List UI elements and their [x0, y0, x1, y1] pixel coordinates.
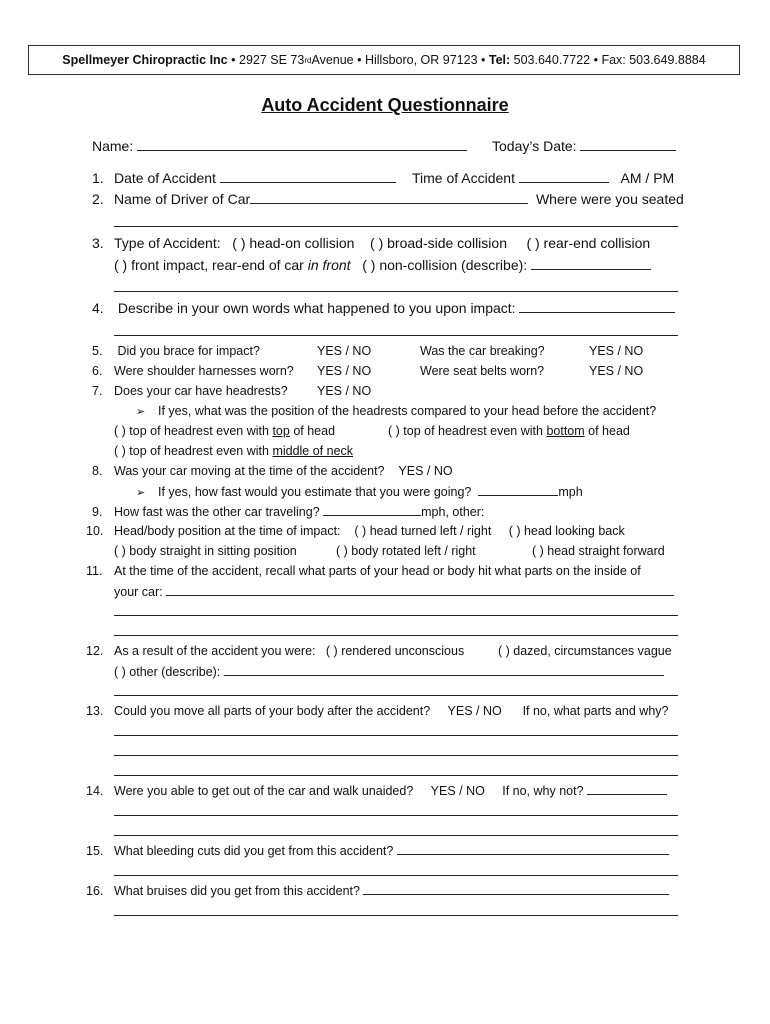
- q11-line-2: [114, 583, 674, 600]
- q7-number: 7.: [92, 384, 103, 398]
- tel-number: 503.640.7722: [513, 53, 591, 67]
- q12-number: 12.: [86, 644, 104, 658]
- option-other[interactable]: ( ) other (describe):: [114, 665, 221, 679]
- q13-answer-line-1[interactable]: [114, 735, 678, 736]
- q13-number: 13.: [86, 704, 104, 718]
- q8-unit: mph: [558, 485, 583, 499]
- q7-option-top[interactable]: [114, 423, 335, 439]
- q4-answer-line[interactable]: [114, 335, 678, 336]
- q10-number: 10.: [86, 524, 104, 538]
- question-13: [86, 703, 668, 719]
- question-15: [86, 842, 669, 859]
- q8-sub-label: If yes, how fast would you estimate that you were going?: [158, 485, 472, 499]
- option-dazed[interactable]: ( ) dazed, circumstances vague: [498, 644, 672, 658]
- name-row: [92, 138, 467, 154]
- practice-header: [28, 45, 740, 75]
- address-superscript: rd: [304, 55, 312, 65]
- question-8: [92, 463, 453, 479]
- option-head-on[interactable]: ( ) head-on collision: [232, 235, 355, 251]
- question-1: [92, 170, 396, 186]
- q15-number: 15.: [86, 844, 104, 858]
- option-head-looking-back[interactable]: ( ) head looking back: [508, 524, 625, 538]
- option-head-straight[interactable]: ( ) head straight forward: [532, 544, 665, 558]
- q16-label: What bruises did you get from this accident?: [114, 884, 360, 898]
- q13-yes-no[interactable]: YES / NO: [447, 704, 502, 718]
- q8-yes-no[interactable]: YES / NO: [398, 464, 453, 478]
- q14-answer-line-2[interactable]: [114, 835, 678, 836]
- option-head-turned[interactable]: ( ) head turned left / right: [354, 524, 492, 538]
- q3-label: Type of Accident:: [114, 235, 221, 251]
- date-field[interactable]: [580, 138, 676, 151]
- q9-number: 9.: [92, 505, 103, 519]
- question-7: [92, 383, 288, 399]
- question-16: [86, 882, 669, 899]
- q1-number: 1.: [92, 170, 104, 186]
- q7-option-middle[interactable]: [114, 443, 353, 459]
- question-14: [86, 782, 667, 799]
- q3-number: 3.: [92, 235, 104, 251]
- q3-options-2: [114, 257, 651, 273]
- question-4: [92, 300, 675, 316]
- q12-other-field[interactable]: [224, 663, 664, 676]
- q16-number: 16.: [86, 884, 104, 898]
- q13-answer-line-2[interactable]: [114, 755, 678, 756]
- q13-answer-line-3[interactable]: [114, 775, 678, 776]
- question-6: [92, 363, 294, 379]
- q1-date-label: Date of Accident: [114, 170, 216, 186]
- am-pm-choice[interactable]: AM / PM: [620, 170, 675, 186]
- question-10: [86, 523, 625, 539]
- q11-number: 11.: [86, 564, 103, 578]
- q11-label-2: your car:: [114, 585, 163, 599]
- question-5: [92, 343, 260, 359]
- q5-label: Did you brace for impact?: [117, 344, 260, 358]
- q2-number: 2.: [92, 191, 104, 207]
- q4-label: Describe in your own words what happened to you upon impact:: [117, 300, 516, 316]
- question-9: [92, 503, 484, 520]
- q6-label: Were shoulder harnesses worn?: [114, 364, 294, 378]
- q7-option-top-end: of head: [293, 424, 336, 438]
- q7-option-bottom[interactable]: [388, 423, 630, 439]
- fax-number: • Fax: 503.649.8884: [593, 53, 706, 67]
- option-front-impact-italic: in front: [307, 257, 351, 273]
- q1-time-label: Time of Accident: [412, 170, 515, 186]
- question-11: [86, 563, 641, 579]
- practice-name: Spellmeyer Chiropractic Inc: [62, 53, 228, 67]
- q16-answer-line[interactable]: [114, 915, 678, 916]
- q6-yes-no-2[interactable]: YES / NO: [589, 364, 644, 378]
- q14-label: Were you able to get out of the car and walk unaided?: [114, 784, 414, 798]
- q11-answer-line-3[interactable]: [114, 635, 678, 636]
- form-title: Auto Accident Questionnaire: [261, 95, 509, 115]
- q8-number: 8.: [92, 464, 103, 478]
- q14-number: 14.: [86, 784, 104, 798]
- speed-estimate-field[interactable]: [478, 483, 558, 496]
- q8-subquestion: [136, 483, 583, 501]
- option-non-collision[interactable]: ( ) non-collision (describe):: [362, 257, 528, 273]
- q3-answer-line[interactable]: [114, 291, 678, 292]
- impact-description-field[interactable]: [519, 300, 675, 313]
- q2-seated-label: Where were you seated: [535, 191, 684, 207]
- q12-label: As a result of the accident you were:: [114, 644, 316, 658]
- option-body-straight[interactable]: ( ) body straight in sitting position: [114, 544, 297, 558]
- q15-answer-line[interactable]: [114, 875, 678, 876]
- question-12: [86, 643, 464, 659]
- q15-answer-field[interactable]: [397, 842, 669, 855]
- question-2: [92, 191, 684, 207]
- accident-date-field[interactable]: [220, 170, 396, 183]
- q11-answer-line-2[interactable]: [114, 615, 678, 616]
- separator: •: [231, 53, 236, 67]
- q7-option-bottom-text: ( ) top of headrest even with: [388, 424, 543, 438]
- q9-unit: mph, other:: [421, 505, 485, 519]
- date-label: Today’s Date:: [492, 138, 577, 154]
- q7-option-bottom-underlined: bottom: [546, 424, 585, 438]
- q14-why-field[interactable]: [587, 782, 667, 795]
- address-suffix: Avenue • Hillsboro, OR 97123 •: [311, 53, 486, 67]
- arrow-bullet-icon: ➢: [136, 487, 146, 499]
- q12-answer-line[interactable]: [114, 695, 678, 696]
- q7-subquestion: [136, 403, 656, 420]
- q6-yes-no[interactable]: YES / NO: [317, 364, 372, 378]
- q7-option-top-text: ( ) top of headrest even with: [114, 424, 269, 438]
- question-3: [92, 235, 650, 251]
- q5-label-2: Was the car breaking?: [420, 344, 545, 358]
- q7-option-top-underlined: top: [272, 424, 290, 438]
- q6-label-2: Were seat belts worn?: [420, 364, 545, 378]
- q12-other: [114, 663, 664, 680]
- q7-option-bottom-end: of head: [588, 424, 630, 438]
- q8-label: Was your car moving at the time of the accident?: [114, 464, 385, 478]
- q2-label: Name of Driver of Car: [114, 191, 251, 207]
- q16-answer-field[interactable]: [363, 882, 669, 895]
- driver-name-field[interactable]: [250, 191, 528, 204]
- arrow-bullet-icon: ➢: [136, 406, 146, 418]
- q5-yes-no[interactable]: YES / NO: [317, 344, 372, 358]
- q11-label: At the time of the accident, recall what parts of your head or body hit what parts on the inside of: [114, 564, 641, 578]
- address-prefix: 2927 SE 73: [239, 53, 305, 67]
- seated-answer-line[interactable]: [114, 226, 678, 227]
- q4-number: 4.: [92, 300, 104, 316]
- q5-yes-no-2[interactable]: YES / NO: [589, 344, 644, 358]
- q14-yes-no[interactable]: YES / NO: [430, 784, 485, 798]
- non-collision-field[interactable]: [531, 257, 651, 270]
- option-front-impact[interactable]: ( ) front impact, rear-end of car: [114, 257, 304, 273]
- q9-label: How fast was the other car traveling?: [114, 505, 320, 519]
- q14-answer-line-1[interactable]: [114, 815, 678, 816]
- q10-label: Head/body position at the time of impact:: [114, 524, 341, 538]
- q11-answer-field[interactable]: [166, 583, 674, 596]
- q7-yes-no[interactable]: YES / NO: [317, 384, 372, 398]
- option-unconscious[interactable]: ( ) rendered unconscious: [325, 644, 465, 658]
- q15-label: What bleeding cuts did you get from this accident?: [114, 844, 394, 858]
- q5-number: 5.: [92, 344, 103, 358]
- option-rear-end[interactable]: ( ) rear-end collision: [526, 235, 651, 251]
- q6-number: 6.: [92, 364, 103, 378]
- q7-option-middle-text: ( ) top of headrest even with: [114, 444, 269, 458]
- tel-label: Tel:: [488, 53, 511, 67]
- other-car-speed-field[interactable]: [323, 503, 421, 516]
- q13-label: Could you move all parts of your body after the accident?: [114, 704, 431, 718]
- q7-option-middle-underlined: middle of neck: [272, 444, 354, 458]
- q14-label-2: If no, why not?: [502, 784, 584, 798]
- date-row: [492, 138, 676, 154]
- q13-label-2: If no, what parts and why?: [522, 704, 669, 718]
- accident-time-field[interactable]: [519, 170, 609, 183]
- q7-label: Does your car have headrests?: [114, 384, 288, 398]
- option-broad-side[interactable]: ( ) broad-side collision: [370, 235, 507, 251]
- option-body-rotated[interactable]: ( ) body rotated left / right: [336, 544, 476, 558]
- name-field[interactable]: [137, 138, 467, 151]
- name-label: Name:: [92, 138, 134, 154]
- q7-sub-label: If yes, what was the position of the headrests compared to your head before the accident?: [158, 404, 657, 418]
- q1-time: [412, 170, 674, 186]
